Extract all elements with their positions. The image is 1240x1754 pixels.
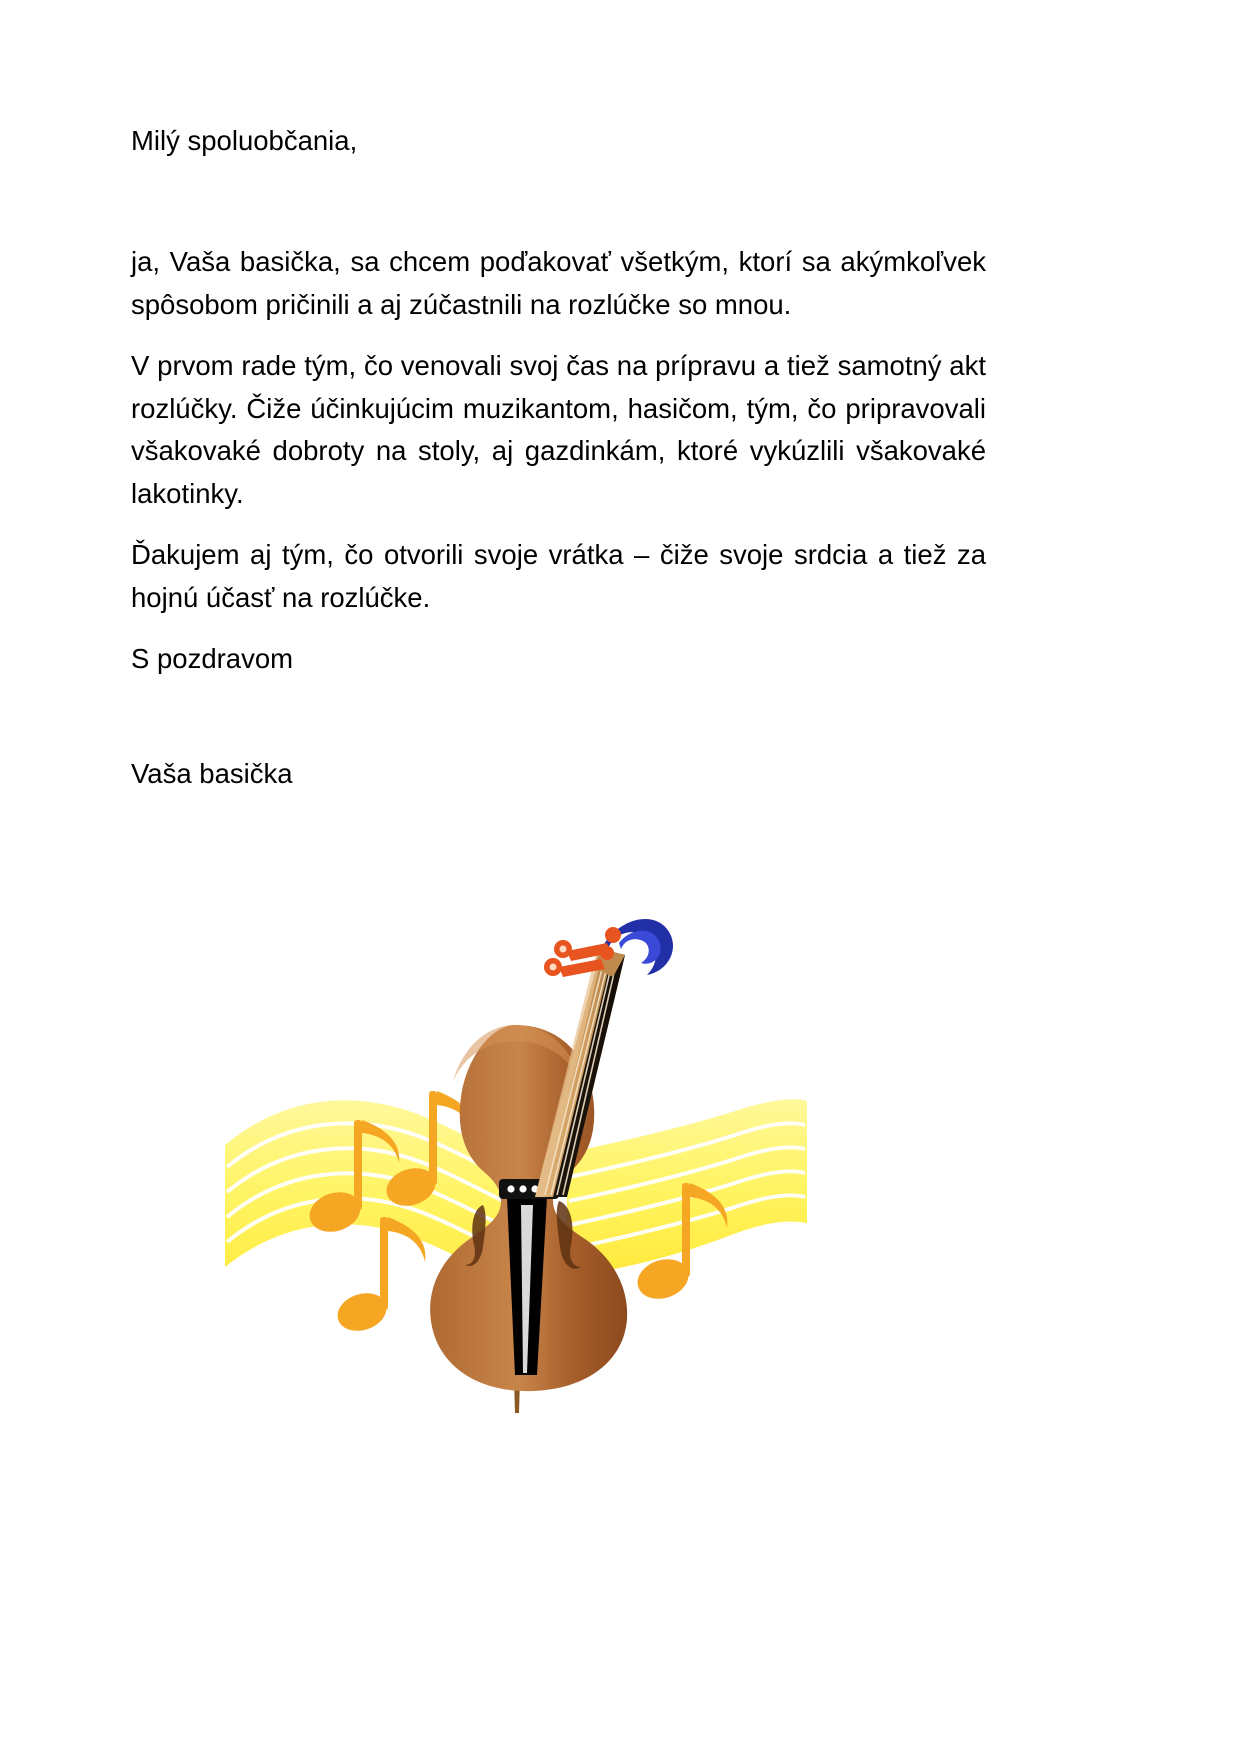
paragraph-3: Ďakujem aj tým, čo otvorili svoje vrátka – čiže svoje srdcia a tiež za hojnú účasť na rozlúčke.: [131, 539, 986, 614]
closing-text: S pozdravom: [131, 643, 294, 675]
salutation-text: Milý spoluobčania,: [131, 125, 358, 156]
double-bass-illustration: [215, 905, 815, 1435]
signature-text: Vaša basička: [131, 757, 293, 789]
paragraph-1: ja, Vaša basička, sa chcem poďakovať všetkým, ktorí sa akýmkoľvek spôsobom pričinili a aj zúčastnili na rozlúčke so mnou.: [131, 245, 986, 320]
music-note-icon-3: [333, 1217, 426, 1337]
paragraph-2: V prvom rade tým, čo venovali svoj čas na prípravu a tiež samotný akt rozlúčky. Čiže účinkujúcim muzikantom, hasičom, tým, čo pripravovali všakovaké dobroty na stoly, aj gazdinkám, ktoré vykúzlili všakovaké lakotinky.: [131, 349, 986, 510]
letter-body: [131, 120, 986, 814]
